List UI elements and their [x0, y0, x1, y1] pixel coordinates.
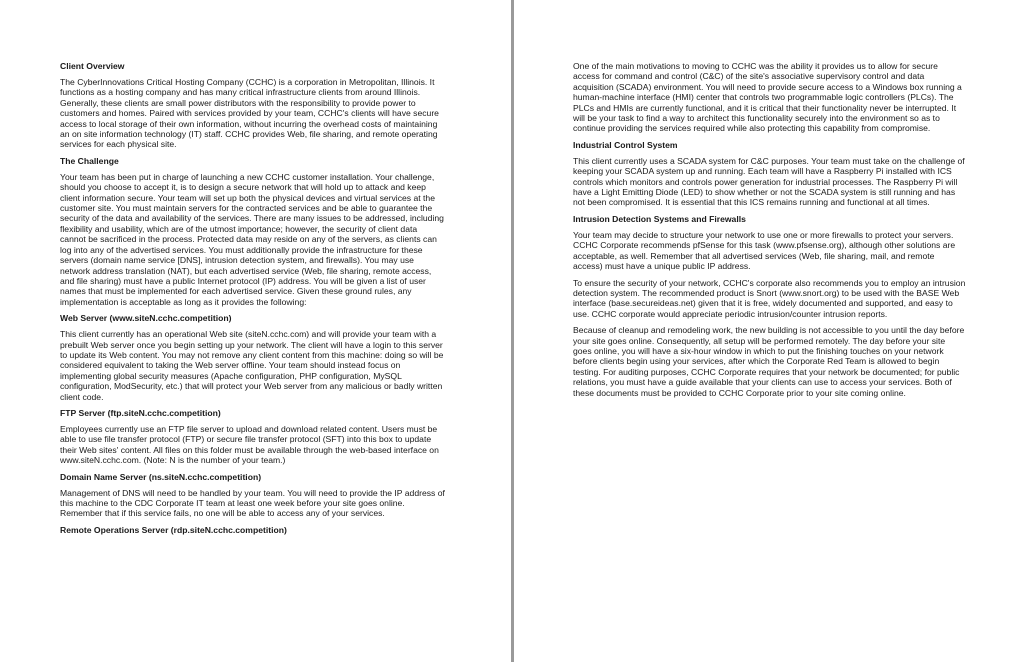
left-page: [0, 0, 511, 662]
remote-operations-paragraph: One of the main motivations to moving to CCHC was the ability it provides us to allow for secure access for command and control (C&C) of the site's associative supervisory control and data acquisition (SCADA) environment. You will need to provide secure access to a Windows box running a human-machine interface (HMI) center that controls two programmable logic controllers (PLCs). The PLCs and HMIs are currently functional, and it is critical that their functionality never be interrupted. It will be your task to find a way to architect this functionality securely into the environment so as to continue providing the services required while also protecting this capability from compromise.: [573, 61, 962, 134]
setup-schedule-paragraph: Because of cleanup and remodeling work, the new building is not accessible to you until the day before your site goes online. Consequently, all setup will be performed remotely. The day before your site goes online, you will have a six-hour window in which to put the finishing touches on your network before clients begin using your services, after which the Corporate Red Team is allowed to begin testing. For auditing purposes, CCHC Corporate requires that your network be documented; for public relations, you must have a guide available that your clients can use to access your services. Both of these documents must be provided to CCHC Corporate prior to your site coming online.: [573, 325, 965, 398]
web-server-paragraph: This client currently has an operational Web site (siteN.cchc.com) and will provide your team with a prebuilt Web server once you begin setting up your network. The client will have a login to this server to update its Web content. You may not remove any client content from this machine: doing so will be considered equivalent to taking the Web server offline. Your team should instead focus on implementing global security measures (Apache configuration, PHP configuration, MySQL configuration, ModSecurity, etc.) that will protect your Web server from any malicious or badly written client code.: [60, 329, 444, 402]
heading-domain-name-server: Domain Name Server (ns.siteN.cchc.competition): [60, 471, 262, 482]
heading-industrial-control-system: Industrial Control System: [573, 139, 678, 150]
firewalls-paragraph: Your team may decide to structure your network to use one or more firewalls to protect your servers. CCHC Corporate recommends pfSense for this task (www.pfsense.org), although other solutions are acceptable, as well. Remember that all advertised services (Web, file sharing, mail, and remote access) must have a unique public IP address.: [573, 229, 956, 272]
ftp-server-paragraph: Employees currently use an FTP file server to upload and download related content. Users must be able to use file transfer protocol (FTP) or secure file transfer protocol (SFT) into this box to update their Web sites' content. All files on this folder must be available through the web-based interface on www.siteN.cchc.com. (Note: N is the number of your team.): [60, 423, 439, 466]
heading-ids-firewalls: Intrusion Detection Systems and Firewalls: [573, 213, 746, 224]
challenge-paragraph: Your team has been put in charge of launching a new CCHC customer installation. Your challenge, should you choose to accept it, is to design a secure network that will hold up to attack and keep client information secure. Your team will set up both the physical devices and virtual services at the customer site. You must maintain servers for the contracted services and be able to guarantee the security of the data and availability of the services. There are many issues to be addressed, including flexibility and usability, which are of the utmost importance; however, the security of client data cannot be sacrificed in the process. Protected data may reside on any of the servers, as clients can log into any of the advertised services. You must additionally provide the infrastructure for these servers (domain name service [DNS], intrusion detection system, and firewalls). You may use network address translation (NAT), but each advertised service (Web, file sharing, remote access, and file sharing) must have a public Internet protocol (IP) address. You will be given a list of user names that must be implemented for each advertised service. Given these ground rules, any implementation is acceptable as long as it provides the following:: [60, 171, 444, 307]
ids-paragraph: To ensure the security of your network, CCHC's corporate also recommends you to employ an intrusion detection system. The recommended product is Snort (www.snort.org) to be used with the BASE Web interface (base.secureideas.net) given that it is free, widely documented and supported, and easy to use. CCHC corporate would appreciate periodic intrusion/counter intrusion reports.: [573, 277, 966, 319]
heading-the-challenge: The Challenge: [60, 155, 119, 166]
heading-client-overview: Client Overview: [60, 61, 125, 71]
client-overview-paragraph: The CyberInnovations Critical Hosting Company (CCHC) is a corporation in Metropolitan, Illinois. It functions as a hosting company and has many critical infrastructure clients from around Illinois. Generally, these clients are small power distributors with the responsibility to provide power to customers and homes. Paired with services provided by your team, CCHC's clients will have secure access to local storage of their own information, without incurring the overhead costs of maintaining an on site information technology (IT) staff. CCHC provides Web, file sharing, and remote operating services for each physical site.: [60, 77, 439, 150]
right-page: [514, 0, 1024, 662]
ics-paragraph: This client currently uses a SCADA system for C&C purposes. Your team must take on the challenge of keeping your SCADA system up and running. Each team will have a Raspberry Pi installed with ICS controls which monitors and controls power generation for industrial processes. The Raspberry Pi will have a Light Emitting Diode (LED) to show whether or not the SCADA system is still running and has not been compromised. It is essential that this ICS remains running and functional at all times.: [573, 155, 965, 208]
heading-remote-operations-server: Remote Operations Server (rdp.siteN.cchc.competition): [60, 524, 287, 535]
heading-ftp-server: FTP Server (ftp.siteN.cchc.competition): [60, 407, 221, 418]
heading-web-server: Web Server (www.siteN.cchc.competition): [60, 313, 232, 324]
dns-paragraph: Management of DNS will need to be handled by your team. You will need to provide the IP address of this machine to the CDC Corporate IT team at least one week before your site goes online. Remember that if this service fails, no one will be able to access any of your services.: [60, 487, 445, 519]
